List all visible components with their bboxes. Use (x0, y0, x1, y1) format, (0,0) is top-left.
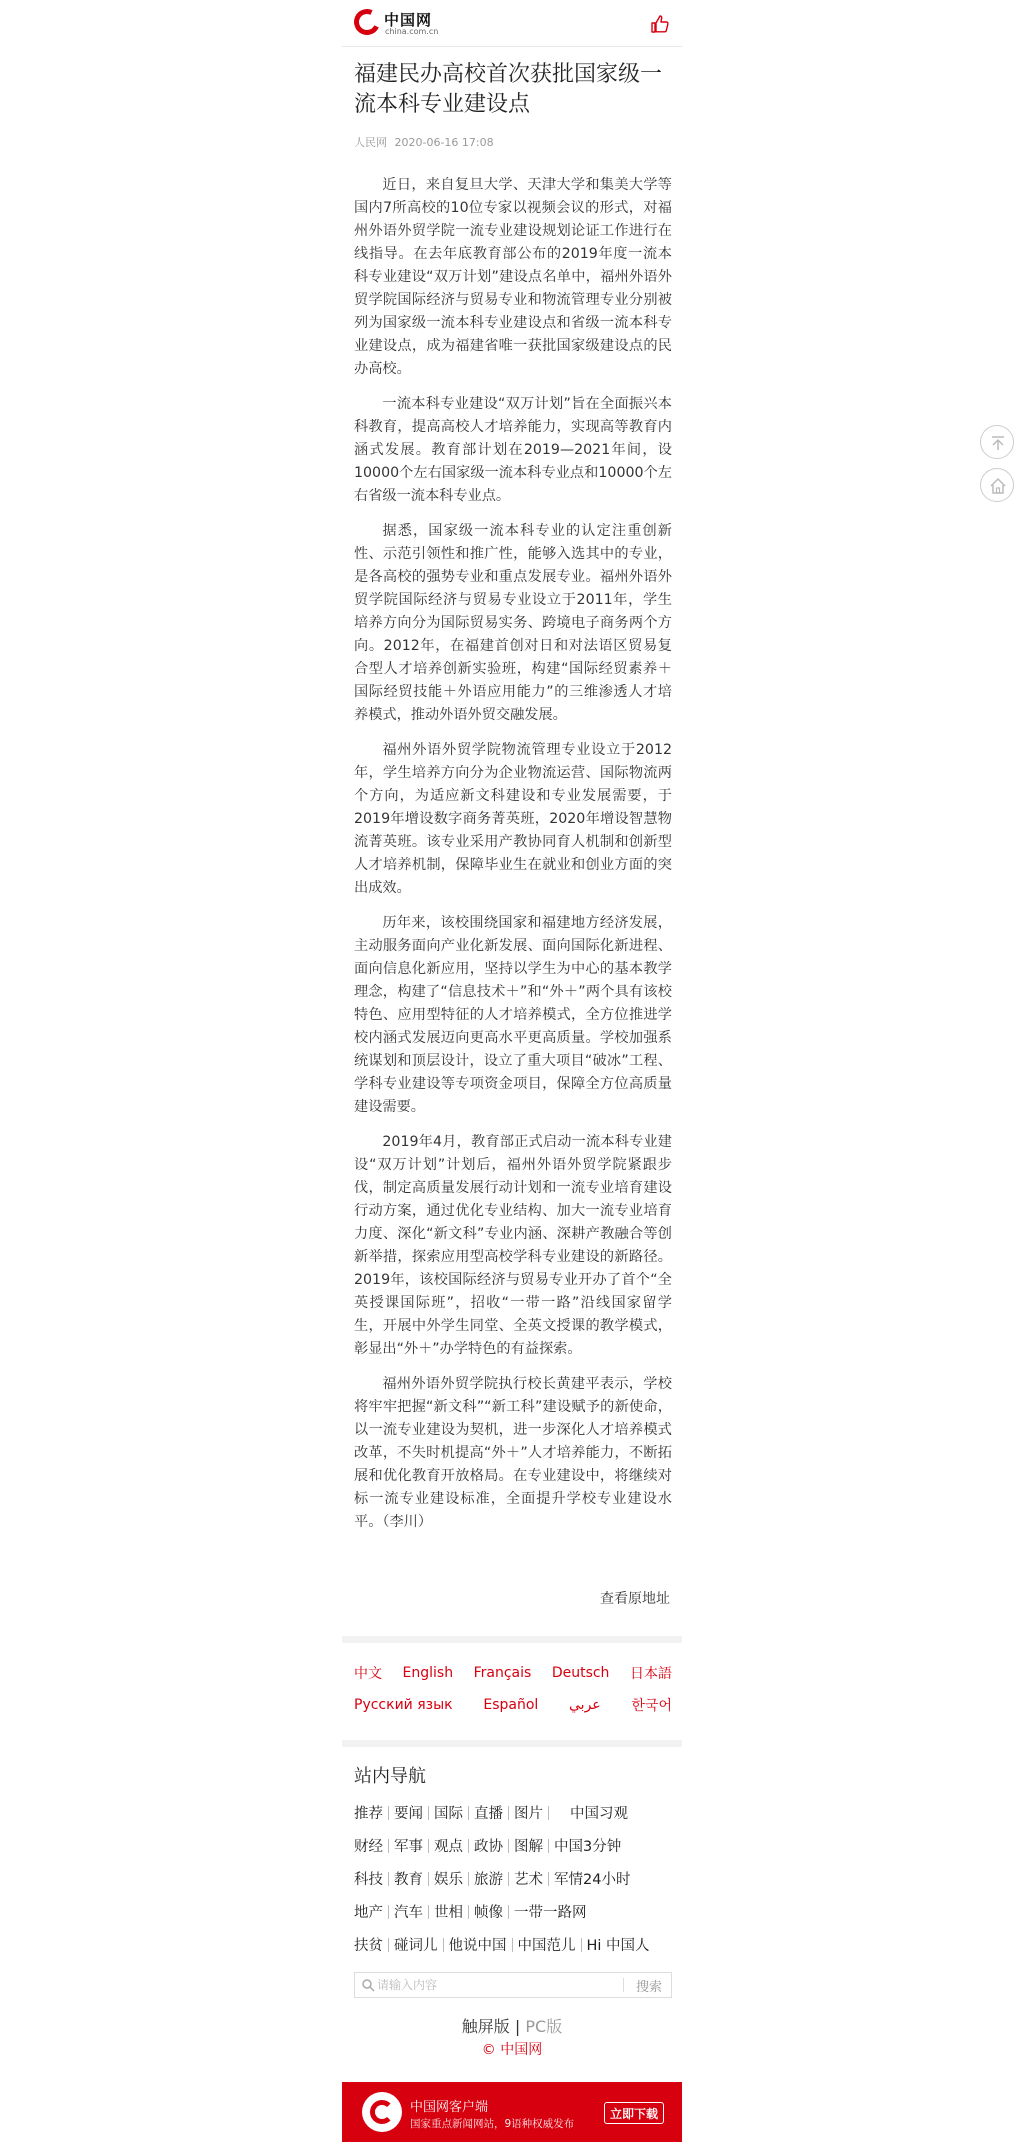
article-paragraph: 历年来，该校围绕国家和福建地方经济发展，主动服务面向产业化新发展、面向国际化新进程、面向信息化新应用，坚持以学生为中心的基本教学理念，构建了“信息技术＋”和“外＋”两个具有该校特色、应用型特征的人才培养模式，全方位推进学校内涵式发展迈向更高水平更高质量。学校加强系统谋划和顶层设计，设立了重大项目“破冰”工程、学科专业建设等专项资金项目，保障全方位高质量建设需要。 (354, 915, 672, 1115)
search-divider (623, 1978, 624, 1992)
nav-item[interactable]: 军事 (394, 1839, 423, 1855)
top-header (342, 0, 682, 47)
article-paragraph: 据悉，国家级一流本科专业的认定注重创新性、示范引领性和推广性，能够入选其中的专业，是各高校的强势专业和重点发展专业。福州外语外贸学院国际经济与贸易专业设立于2011年，学生培养方向分为国际贸易实务、跨境电子商务两个方向。2012年，在福建首创对日和对法语区贸易复合型人才培养创新实验班，构建“国际经贸素养＋国际经贸技能＋外语应用能力”的三维渗透人才培养模式，推动外语外贸交融发展。 (354, 523, 672, 723)
nav-row (354, 1928, 672, 1961)
lang-link-fr[interactable]: Français (473, 1665, 532, 1681)
nav-item[interactable]: 汽车 (394, 1905, 423, 1921)
nav-item[interactable]: 直播 (474, 1806, 503, 1822)
site-nav-title: 站内导航 (354, 1766, 426, 1787)
copyright: © 中国网 (481, 2042, 543, 2058)
app-subtitle: 国家重点新闻网站，9语种权威发布 (410, 2118, 575, 2130)
lang-link-en[interactable]: English (402, 1665, 454, 1681)
nav-item[interactable]: 中国习观 (570, 1806, 628, 1822)
nav-item[interactable]: 国际 (434, 1806, 463, 1822)
article-datetime: 2020-06-16 17:08 (394, 136, 494, 149)
thumbs-up-icon[interactable] (650, 14, 670, 34)
search-input[interactable] (377, 1975, 617, 1995)
nav-item[interactable]: 中国范儿 (517, 1938, 576, 1954)
nav-item[interactable]: 旅游 (474, 1872, 503, 1888)
lang-link-ja[interactable]: 日本語 (629, 1666, 672, 1682)
nav-item[interactable]: 教育 (394, 1872, 423, 1888)
nav-row (354, 1796, 672, 1829)
nav-item[interactable]: 艺术 (514, 1872, 543, 1888)
section-divider (342, 1636, 682, 1643)
language-row (354, 1689, 672, 1721)
article-title: 福建民办高校首次获批国家级一流本科专业建设点 (354, 62, 663, 117)
home-button[interactable] (980, 468, 1014, 502)
logo-domain: china.com.cn (385, 27, 439, 36)
nav-item[interactable]: 帧像 (474, 1905, 503, 1921)
nav-item[interactable]: 他说中国 (448, 1938, 507, 1954)
site-nav (354, 1796, 672, 1961)
nav-item[interactable]: 碰词儿 (394, 1938, 438, 1954)
nav-item[interactable]: 推荐 (354, 1806, 383, 1822)
lang-link-ko[interactable]: 한국어 (631, 1698, 672, 1714)
nav-item[interactable]: 财经 (354, 1839, 383, 1855)
article-paragraph: 福州外语外贸学院执行校长黄建平表示，学校将牢牢把握“新文科”“新工科”建设赋予的新使命，以一流专业建设为契机，进一步深化人才培养模式改革，不失时机提高“外＋”人才培养能力，不断拓展和优化教育开放格局。在专业建设中，将继续对标一流专业建设标准，全面提升学校专业建设水平。（李川） (354, 1376, 672, 1530)
nav-item[interactable]: 世相 (434, 1905, 463, 1921)
app-download-banner (342, 2082, 682, 2142)
article-meta (354, 134, 498, 150)
nav-item[interactable]: 观点 (434, 1839, 463, 1855)
article-paragraph: 2019年4月，教育部正式启动一流本科专业建设“双万计划”计划后，福州外语外贸学院紧跟步伐，制定高质量发展行动计划和一流专业培育建设行动方案，通过优化专业结构、加大一流专业培育力度、深化“新文科”专业内涵、深耕产教融合等创新举措，探索应用型高校学科专业建设的新路径。2019年，该校国际经济与贸易专业开办了首个“全英授课国际班”，招收“一带一路”沿线国家留学生，开展中外学生同堂、全英文授课的教学模式，彰显出“外＋”办学特色的有益探索。 (354, 1134, 672, 1357)
home-icon (988, 476, 1008, 496)
lang-link-es[interactable]: Español (483, 1697, 539, 1713)
pc-version-link[interactable]: PC版 (525, 2017, 563, 2036)
nav-item[interactable]: 娱乐 (434, 1872, 463, 1888)
version-divider: | (514, 2017, 521, 2036)
logo-text: 中国网 (384, 11, 433, 29)
arrow-up-icon (988, 433, 1008, 453)
search-box (354, 1972, 672, 1998)
nav-item[interactable]: 要闻 (394, 1806, 423, 1822)
article-paragraph: 近日，来自复旦大学、天津大学和集美大学等国内7所高校的10位专家以视频会议的形式，对福州外语外贸学院一流专业建设规划论证工作进行在线指导。在去年底教育部公布的2019年度一流本科专业建设“双万计划”建设点名单中，福州外语外贸学院国际经济与贸易专业和物流管理专业分别被列为国家级一流本科专业建设点和省级一流本科专业建设点，成为福建省唯一获批国家级建设点的民办高校。 (354, 177, 672, 377)
app-logo-icon (362, 2092, 402, 2132)
nav-item[interactable]: 军情24小时 (554, 1872, 631, 1888)
app-title: 中国网客户端 (410, 2100, 489, 2115)
site-logo[interactable] (354, 9, 444, 39)
article-paragraph: 一流本科专业建设“双万计划”旨在全面振兴本科教育，提高高校人才培养能力，实现高等教育内涵式发展。教育部计划在2019—2021年间，设10000个左右国家级一流本科专业点和10000个左右省级一流本科专业点。 (354, 396, 672, 504)
nav-item[interactable]: 地产 (354, 1905, 383, 1921)
nav-item[interactable]: 扶贫 (354, 1938, 383, 1954)
article-body (354, 174, 672, 1546)
nav-row (354, 1895, 672, 1928)
download-button[interactable]: 立即下载 (604, 2102, 664, 2124)
search-icon (361, 1978, 375, 1992)
back-to-top-button[interactable] (980, 425, 1014, 459)
view-original-link[interactable]: 查看原地址 (600, 1591, 670, 1607)
touch-version-link[interactable]: 触屏版 (461, 2017, 510, 2036)
article-source: 人民网 (354, 136, 387, 149)
search-button[interactable]: 搜索 (627, 1973, 671, 1997)
lang-link-de[interactable]: Deutsch (551, 1665, 610, 1681)
nav-item[interactable]: 图片 (514, 1806, 543, 1822)
nav-row (354, 1862, 672, 1895)
language-row (354, 1657, 672, 1689)
language-links (354, 1657, 672, 1721)
logo-mark-icon (350, 5, 383, 38)
nav-item[interactable]: Hi 中国人 (586, 1938, 650, 1954)
page-column (342, 0, 682, 2142)
version-switch (342, 2014, 682, 2037)
nav-item[interactable]: 中国3分钟 (554, 1839, 622, 1855)
nav-row (354, 1829, 672, 1862)
nav-item[interactable]: 图解 (514, 1839, 543, 1855)
nav-item[interactable]: 科技 (354, 1872, 383, 1888)
lang-link-ru[interactable]: Русский язык (354, 1697, 453, 1713)
lang-link-zh[interactable]: 中文 (354, 1666, 382, 1682)
nav-item[interactable]: 政协 (474, 1839, 503, 1855)
nav-item[interactable]: 一带一路网 (514, 1905, 587, 1921)
lang-link-ar[interactable]: عربي (569, 1697, 601, 1713)
section-divider (342, 1740, 682, 1747)
article-paragraph: 福州外语外贸学院物流管理专业设立于2012年，学生培养方向分为企业物流运营、国际物流两个方向，为适应新文科建设和专业发展需要，于2019年增设数字商务菁英班，2020年增设智慧物流菁英班。该专业采用产教协同育人机制和创新型人才培养机制，保障毕业生在就业和创业方面的突出成效。 (354, 742, 672, 896)
